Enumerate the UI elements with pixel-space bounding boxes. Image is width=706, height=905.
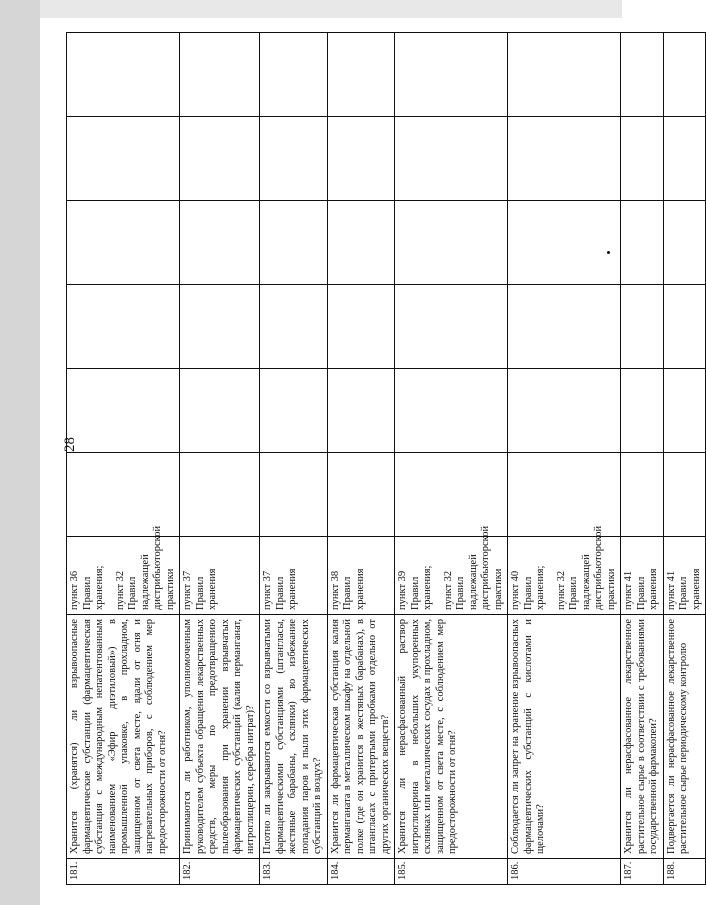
row-number: 184. [327,859,395,885]
answer-cell[interactable] [663,201,706,285]
answer-cell[interactable] [260,369,328,453]
answer-cell[interactable] [663,453,706,537]
answer-cell[interactable] [327,117,395,201]
answer-cell[interactable] [327,285,395,369]
row-number: 181. [67,859,180,885]
legal-reference [508,525,621,615]
answer-cell[interactable] [395,369,508,453]
answer-cell[interactable] [260,201,328,285]
reference-line: пункт 38 Правил хранения [329,568,366,610]
answer-cell[interactable] [508,117,621,201]
answer-cell[interactable] [508,33,621,117]
answer-cell[interactable] [67,117,180,201]
answer-cell[interactable] [180,285,260,369]
legal-reference [67,525,180,615]
answer-cell[interactable] [663,33,706,117]
page-number: 28 [62,437,78,452]
reference-line: пункт 41 Правил хранения [623,568,659,610]
answer-cell[interactable] [621,201,664,285]
answer-cell[interactable] [395,285,508,369]
table-row [395,33,508,885]
answer-cell[interactable] [67,369,180,453]
reference-line: пункт 32 Правил надлежащей дистрибьюторской практики [442,525,504,610]
answer-cell[interactable] [327,369,395,453]
answer-cell[interactable] [67,285,180,369]
answer-cell[interactable] [260,453,328,537]
answer-cell[interactable] [180,369,260,453]
row-number: 186. [508,859,621,885]
question-text: Принимаются ли работником, уполномоченным руководителем субъекта обращения лекарственных средств, меры по предотвращению пылеобразования при хранении взрывчатых фармацевтических субстанций (калия перманганат, нитроглицерин, серебра нитрат)? [180,615,260,859]
row-number: 182. [180,859,260,885]
question-text: Хранится (хранятся) ли взрывоопасные фармацевтические субстанции (фармацевтическая субстанция с международным непатентованным наименованием «Эфир диэтиловый») в промышленной упаковке, в прохладном, защищенном от света месте, вдали от огня и нагревательных приборов, с соблюдением мер предосторожности от огня? [67,615,180,859]
reference-line: пункт 32 Правил надлежащей дистрибьюторской практики [555,525,617,610]
answer-cell[interactable] [508,453,621,537]
table-row [508,33,621,885]
answer-cell[interactable] [395,201,508,285]
table-row [621,33,664,885]
answer-cell[interactable] [395,33,508,117]
table-row [67,33,180,885]
answer-cell[interactable] [508,201,621,285]
table-row [180,33,260,885]
answer-cell[interactable] [67,33,180,117]
answer-cell[interactable] [327,33,395,117]
reference-line: пункт 40 Правил хранения; [510,565,546,610]
reference-line: пункт 37 Правил хранения [262,568,298,610]
question-text: Соблюдается ли запрет на хранение взрывоопасных фармацевтических субстанций с кислотами и щелочами? [508,615,621,859]
legal-reference [395,525,508,615]
row-number: 188. [663,859,706,885]
legal-reference [663,537,706,615]
answer-cell[interactable] [180,201,260,285]
question-text: Хранится ли нерасфасованный раствор нитроглицерина в небольших укупоренных склянках или металлических сосудах в прохладном, защищенном от света месте, с соблюдением мер предосторожности от огня? [395,615,508,859]
answer-cell[interactable] [180,453,260,537]
answer-cell[interactable] [508,369,621,453]
answer-cell[interactable] [621,369,664,453]
legal-reference [621,537,664,615]
reference-line: пункт 37 Правил хранения [182,568,218,610]
answer-cell[interactable] [67,453,180,537]
answer-cell[interactable] [621,285,664,369]
answer-cell[interactable] [663,369,706,453]
scan-speck [607,251,610,254]
question-text: Подвергается ли нерасфасованное лекарственное растительное сырье периодическому контролю [663,615,706,859]
scan-edge [0,0,40,905]
rotated-page [66,33,702,885]
answer-cell[interactable] [67,201,180,285]
answer-cell[interactable] [260,117,328,201]
answer-cell[interactable] [621,453,664,537]
reference-line: пункт 36 Правил хранения; [69,565,105,610]
row-number: 187. [621,859,664,885]
answer-cell[interactable] [180,33,260,117]
answer-cell[interactable] [327,201,395,285]
legal-reference [180,537,260,615]
answer-cell[interactable] [180,117,260,201]
legal-reference [260,537,328,615]
question-text: Плотно ли закрываются емкости со взрывчатыми фармацевтическими субстанциями (штангласы, жестяные барабаны, склянки) во избежание попадания паров и пыли этих фармацевтических субстанций в воздух? [260,615,328,859]
answer-cell[interactable] [663,285,706,369]
answer-cell[interactable] [395,117,508,201]
answer-cell[interactable] [508,285,621,369]
answer-cell[interactable] [395,453,508,537]
answer-cell[interactable] [327,453,395,537]
answer-cell[interactable] [663,117,706,201]
reference-line: пункт 41 Правил хранения [665,568,702,610]
checklist-rows [67,33,706,885]
question-text: Хранится ли нерасфасованное лекарственное растительное сырье в соответствии с требованиями государственной фармакопеи? [621,615,664,859]
reference-line: пункт 39 Правил хранения; [397,565,433,610]
row-number: 185. [395,859,508,885]
question-text: Хранится ли фармацевтическая субстанция калия перманганата в металлическом шкафу на отдельной полке (где он хранится в жестяных барабанах), в штангласах с притертыми пробками отдельно от других органических веществ? [327,615,395,859]
legal-reference [327,537,395,615]
table-row [260,33,328,885]
row-number: 183. [260,859,328,885]
checklist-table [66,32,706,885]
table-row [663,33,706,885]
answer-cell[interactable] [621,33,664,117]
reference-line: пункт 32 Правил надлежащей дистрибьюторской практики [114,525,176,610]
answer-cell[interactable] [621,117,664,201]
answer-cell[interactable] [260,33,328,117]
table-row [327,33,395,885]
answer-cell[interactable] [260,285,328,369]
scan-border [40,0,622,18]
